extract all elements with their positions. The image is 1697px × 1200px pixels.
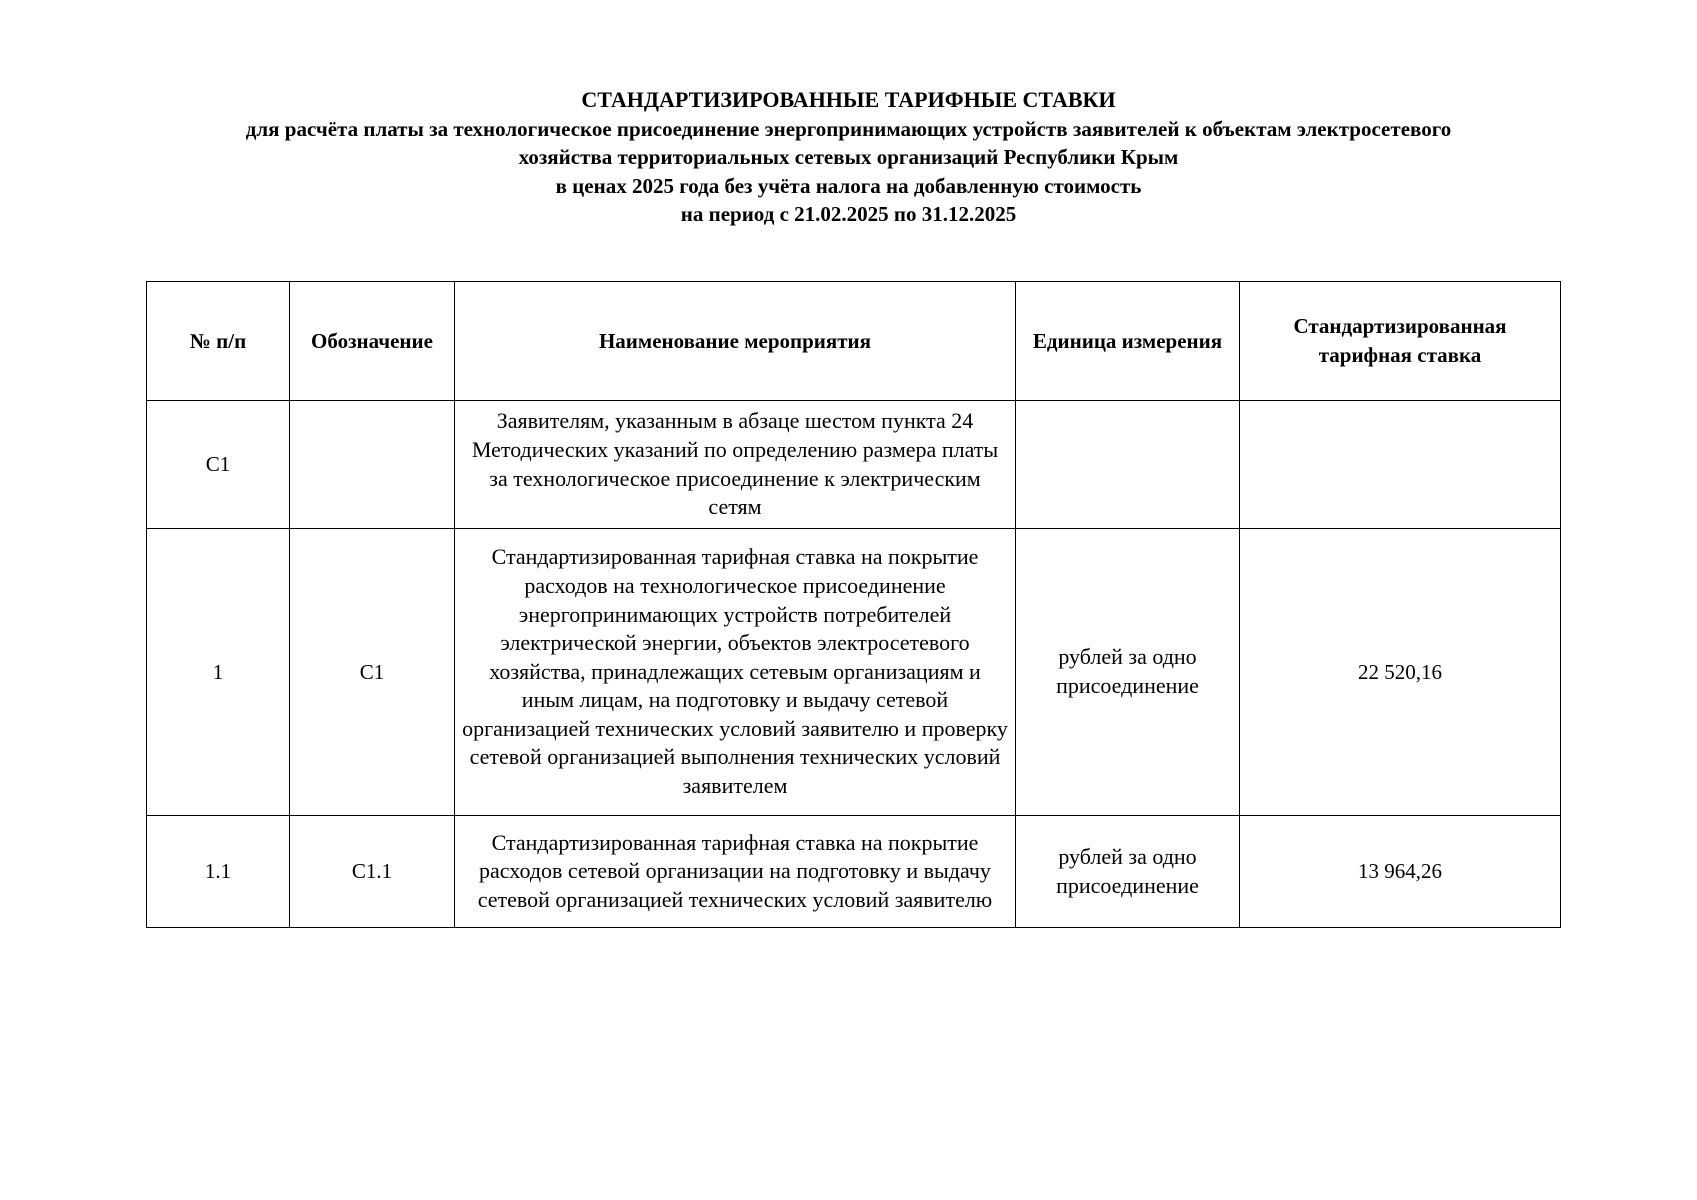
cell-rate: 22 520,16 (1240, 529, 1561, 816)
cell-rate: 13 964,26 (1240, 816, 1561, 928)
document-title: СТАНДАРТИЗИРОВАННЫЕ ТАРИФНЫЕ СТАВКИ (581, 87, 1116, 112)
column-header-designation: Обозначение (290, 282, 455, 401)
column-header-rate: Стандартизированная тарифная ставка (1240, 282, 1561, 401)
cell-name: Стандартизированная тарифная ставка на покрытие расходов сетевой организации на подготовку и выдачу сетевой организацией технических условий заявителю (455, 816, 1016, 928)
subtitle-line-1: для расчёта платы за технологическое присоединение энергопринимающих устройств заявителей к объектам электросетевого (245, 116, 1452, 141)
subtitle-line-4: на период с 21.02.2025 по 31.12.2025 (680, 202, 1017, 226)
cell-unit (1016, 401, 1240, 529)
cell-designation: С1.1 (290, 816, 455, 928)
cell-name: Стандартизированная тарифная ставка на покрытие расходов на технологическое присоединение энергопринимающих устройств потребителей электрической энергии, объектов электросетевого хозяйства, принадлежащих сетевым организациям и иным лицам, на подготовку и выдачу сетевой организацией технических условий заявителю и проверку сетевой организацией выполнения технических условий заявителем (455, 529, 1016, 816)
subtitle-line-2: хозяйства территориальных сетевых организаций Республики Крым (518, 145, 1179, 169)
cell-designation (290, 401, 455, 529)
cell-rate (1240, 401, 1561, 529)
column-header-unit: Единица измерения (1016, 282, 1240, 401)
table-header-row (147, 282, 1561, 401)
cell-unit: рублей за одно присоединение (1016, 529, 1240, 816)
cell-designation: С1 (290, 529, 455, 816)
document-header (0, 86, 1697, 229)
cell-num: С1 (147, 401, 290, 529)
cell-num: 1 (147, 529, 290, 816)
cell-unit: рублей за одно присоединение (1016, 816, 1240, 928)
column-header-num: № п/п (147, 282, 290, 401)
subtitle-line-3: в ценах 2025 года без учёта налога на добавленную стоимость (555, 173, 1142, 198)
table-row (147, 816, 1561, 928)
table-row (147, 529, 1561, 816)
column-header-name: Наименование мероприятия (455, 282, 1016, 401)
table-row (147, 401, 1561, 529)
cell-name: Заявителям, указанным в абзаце шестом пункта 24 Методических указаний по определению размера платы за технологическое присоединение к электрическим сетям (455, 401, 1016, 529)
tariff-rates-table (146, 281, 1561, 928)
cell-num: 1.1 (147, 816, 290, 928)
